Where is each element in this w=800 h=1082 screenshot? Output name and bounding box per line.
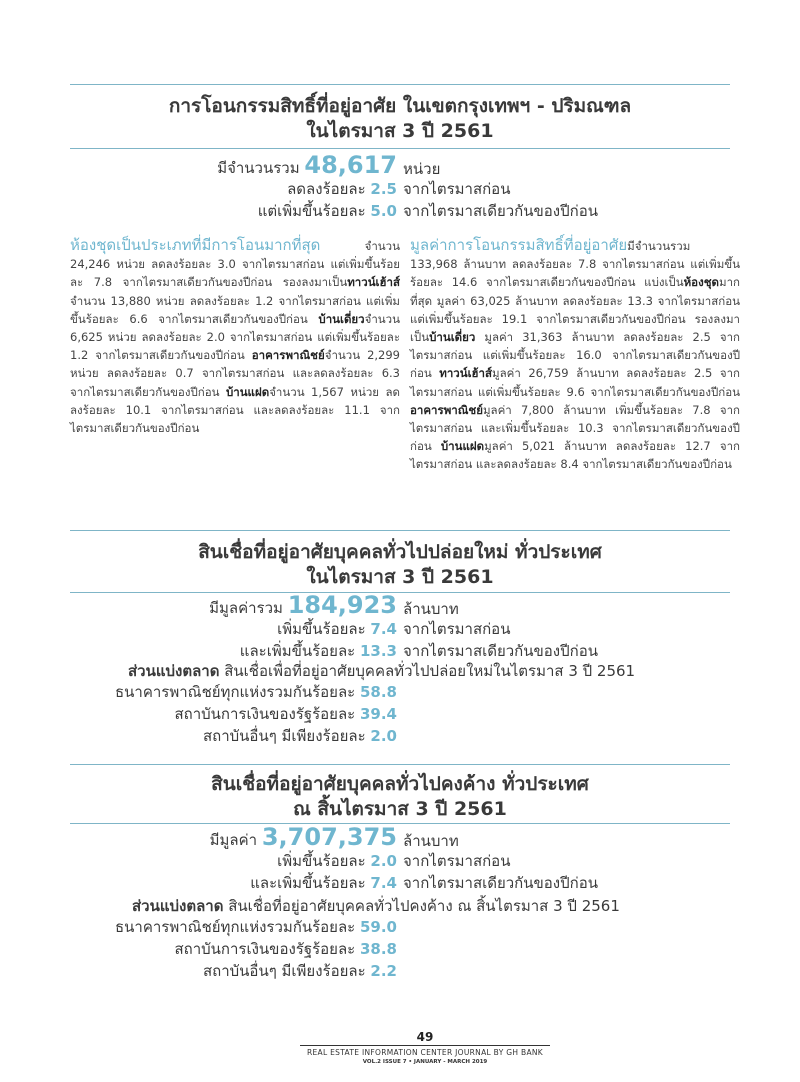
stat-row <box>70 152 730 178</box>
section2-shares <box>70 681 730 747</box>
section3-shares <box>70 916 730 982</box>
section3-title-line1: สินเชื่อที่อยู่อาศัยบุคคลทั่วไปคงค้าง ทั่วประเทศ <box>211 773 589 795</box>
stat-row <box>70 872 730 894</box>
left-column-heading: ห้องชุดเป็นประเภทที่มีการโอนมากที่สุด <box>70 236 321 254</box>
share-label: ธนาคารพาณิชย์ทุกแห่งรวมกันร้อยละ 59.0 <box>115 918 397 936</box>
stat-unit: หน่วย <box>403 160 441 178</box>
journal-name: REAL ESTATE INFORMATION CENTER JOURNAL BY GH BANK <box>300 1045 550 1057</box>
stat-unit: ล้านบาท <box>403 832 459 850</box>
stat-value: 13.3 <box>359 642 397 660</box>
stat-value: 7.4 <box>370 620 397 638</box>
stat-label: และเพิ่มขึ้นร้อยละ 13.3 <box>239 642 397 660</box>
section3-title <box>70 772 730 822</box>
share-value: 2.0 <box>370 727 397 745</box>
stat-label: มีจำนวนรวม 48,617 <box>217 151 397 179</box>
stat-unit: จากไตรมาสก่อน <box>403 852 511 870</box>
section1-stats <box>70 152 730 222</box>
page-number: 49 <box>416 1030 434 1044</box>
stat-row <box>70 200 730 222</box>
stat-unit: จากไตรมาสก่อน <box>403 180 511 198</box>
right-column-heading: มูลค่าการโอนกรรมสิทธิ์ที่อยู่อาศัย <box>410 236 628 254</box>
stat-label: เพิ่มขึ้นร้อยละ 7.4 <box>277 620 397 638</box>
section2-title-line2: ในไตรมาส 3 ปี 2561 <box>306 566 494 588</box>
section3-market-share-heading: ส่วนแบ่งตลาด สินเชื่อที่อยู่อาศัยบุคคลทั่วไปคงค้าง ณ สิ้นไตรมาส 3 ปี 2561 <box>132 897 620 915</box>
section2-market-share-heading: ส่วนแบ่งตลาด สินเชื่อเพื่อที่อยู่อาศัยบุคคลทั่วไปปล่อยใหม่ในไตรมาส 3 ปี 2561 <box>128 662 636 680</box>
section2-top-rule <box>70 530 730 531</box>
section1-title-line2: ในไตรมาส 3 ปี 2561 <box>306 120 494 142</box>
section2-bottom-rule <box>70 592 730 593</box>
stat-row <box>70 178 730 200</box>
section3-title-line2: ณ สิ้นไตรมาส 3 ปี 2561 <box>293 798 507 820</box>
section3-bottom-rule <box>70 823 730 824</box>
share-row <box>70 938 730 960</box>
stat-value: 2.5 <box>370 180 397 198</box>
issue-info: VOL.2 ISSUE 7 • JANUARY - MARCH 2019 <box>362 1059 488 1065</box>
stat-label: แต่เพิ่มขึ้นร้อยละ 5.0 <box>257 202 397 220</box>
stat-label: และเพิ่มขึ้นร้อยละ 7.4 <box>250 874 397 892</box>
stat-row <box>70 850 730 872</box>
share-value: 38.8 <box>359 940 397 958</box>
stat-row <box>70 823 730 851</box>
stat-value: 184,923 <box>287 591 397 619</box>
left-column-text: ห้องชุดเป็นประเภทที่มีการโอนมากที่สุด จำนวน 24,246 หน่วย ลดลงร้อยละ 3.0 จากไตรมาสก่อน แต่เพิ่มขึ้นร้อยละ 7.8 จากไตรมาสเดียวกันของปีก่อน รองลงมาเป็นทาวน์เฮ้าส์จำนวน 13,880 หน่วย ลดลงร้อยละ 1.2 จากไตรมาสก่อน แต่เพิ่มขึ้นร้อยละ 6.6 จากไตรมาสเดียวกันของปีก่อน บ้านเดี่ยวจำนวน 6,625 หน่วย ลดลงร้อยละ 2.0 จากไตรมาสก่อน แต่เพิ่มขึ้นร้อยละ 1.2 จากไตรมาสเดียวกันของปีก่อน อาคารพาณิชย์จำนวน 2,299 หน่วย ลดลงร้อยละ 0.7 จากไตรมาสก่อน และลดลงร้อยละ 6.3 จากไตรมาสเดียวกันของปีก่อน บ้านแฝดจำนวน 1,567 หน่วย ลดลงร้อยละ 10.1 จากไตรมาสก่อน และลดลงร้อยละ 11.1 จากไตรมาสเดียวกันของปีก่อน <box>70 236 400 436</box>
section1-title-line1: การโอนกรรมสิทธิ์ที่อยู่อาศัย ในเขตกรุงเทพฯ - ปริมณฑล <box>168 95 632 117</box>
section2-title-line1: สินเชื่อที่อยู่อาศัยบุคคลทั่วไปปล่อยใหม่ ทั่วประเทศ <box>198 541 602 563</box>
stat-value: 7.4 <box>370 874 397 892</box>
section3-top-rule <box>70 764 730 765</box>
stat-unit: จากไตรมาสเดียวกันของปีก่อน <box>403 202 598 220</box>
share-row <box>70 916 730 938</box>
stat-label: มีมูลค่า 3,707,375 <box>209 823 397 851</box>
stat-label: มีมูลค่ารวม 184,923 <box>209 591 397 619</box>
share-label: ธนาคารพาณิชย์ทุกแห่งรวมกันร้อยละ 58.8 <box>115 683 397 701</box>
share-label: สถาบันการเงินของรัฐร้อยละ 38.8 <box>174 940 397 958</box>
share-value: 39.4 <box>359 705 397 723</box>
share-value: 58.8 <box>359 683 397 701</box>
section1-bottom-rule <box>70 148 730 149</box>
stat-unit: จากไตรมาสเดียวกันของปีก่อน <box>403 642 598 660</box>
stat-value: 2.0 <box>370 852 397 870</box>
section1-top-rule <box>70 84 730 85</box>
section2-title <box>70 540 730 590</box>
stat-row <box>70 591 730 619</box>
share-label: สถาบันอื่นๆ มีเพียงร้อยละ 2.0 <box>203 727 397 745</box>
share-label: สถาบันอื่นๆ มีเพียงร้อยละ 2.2 <box>203 962 397 980</box>
section1-title <box>70 94 730 144</box>
stat-value: 48,617 <box>304 151 397 179</box>
stat-unit: จากไตรมาสเดียวกันของปีก่อน <box>403 874 598 892</box>
share-row <box>70 725 730 747</box>
right-column-text: มูลค่าการโอนกรรมสิทธิ์ที่อยู่อาศัยมีจำนวนรวม 133,968 ล้านบาท ลดลงร้อยละ 7.8 จากไตรมาสก่อน แต่เพิ่มขึ้นร้อยละ 14.6 จากไตรมาสเดียวกันของปีก่อน แบ่งเป็นห้องชุดมากที่สุด มูลค่า 63,025 ล้านบาท ลดลงร้อยละ 13.3 จากไตรมาสก่อน แต่เพิ่มขึ้นร้อยละ 19.1 จากไตรมาสเดียวกันของปีก่อน รองลงมาเป็นบ้านเดี่ยว มูลค่า 31,363 ล้านบาท ลดลงร้อยละ 2.5 จากไตรมาสก่อน แต่เพิ่มขึ้นร้อยละ 16.0 จากไตรมาสเดียวกันของปีก่อน ทาวน์เฮ้าส์มูลค่า 26,759 ล้านบาท ลดลงร้อยละ 2.5 จากไตรมาสก่อน แต่เพิ่มขึ้นร้อยละ 9.6 จากไตรมาสเดียวกันของปีก่อน อาคารพาณิชย์มูลค่า 7,800 ล้านบาท เพิ่มขึ้นร้อยละ 7.8 จากไตรมาสก่อน และเพิ่มขึ้นร้อยละ 10.3 จากไตรมาสเดียวกันของปีก่อน บ้านแฝดมูลค่า 5,021 ล้านบาท ลดลงร้อยละ 12.7 จากไตรมาสก่อน และลดลงร้อยละ 8.4 จากไตรมาสเดียวกันของปีก่อน <box>410 236 741 472</box>
share-row <box>70 703 730 725</box>
stat-value: 5.0 <box>370 202 397 220</box>
stat-label: เพิ่มขึ้นร้อยละ 2.0 <box>277 852 397 870</box>
stat-row <box>70 618 730 640</box>
share-value: 59.0 <box>359 918 397 936</box>
share-row <box>70 681 730 703</box>
share-value: 2.2 <box>370 962 397 980</box>
stat-unit: จากไตรมาสก่อน <box>403 620 511 638</box>
stat-unit: ล้านบาท <box>403 600 459 618</box>
section2-stats <box>70 591 730 662</box>
stat-value: 3,707,375 <box>261 823 397 851</box>
section3-stats <box>70 823 730 894</box>
share-row <box>70 960 730 982</box>
stat-label: ลดลงร้อยละ 2.5 <box>287 180 397 198</box>
share-label: สถาบันการเงินของรัฐร้อยละ 39.4 <box>174 705 397 723</box>
